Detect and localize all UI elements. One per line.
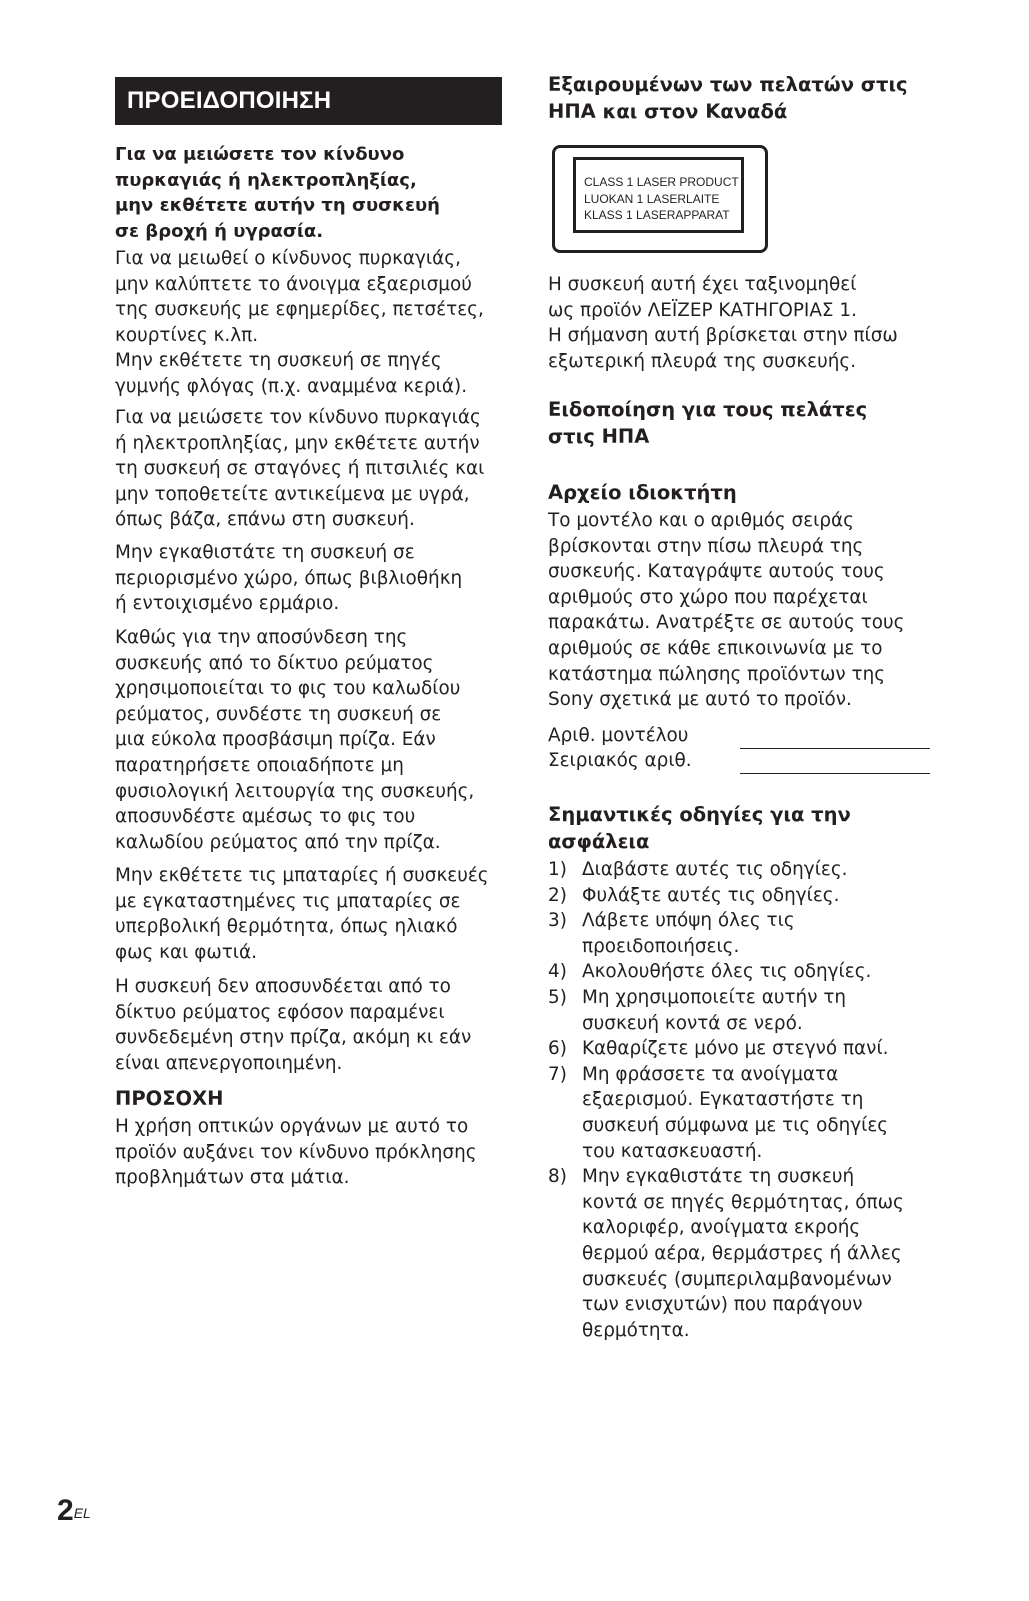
warning-paragraph-mains-plug: Καθώς για την αποσύνδεση της συσκευής από το δίκτυο ρεύματος χρησιμοποιείται το φις του καλωδίου ρεύματος, συνδέστε τη συσκευή σε μια εύκολα προσβάσιμη πρίζα. Εάν παρατηρήσετε οποιαδήποτε μη φυσιολογική λειτουργία της συσκευής, αποσυνδέστε αμέσως το φις του καλωδίου ρεύματος από την πρίζα. <box>115 627 475 853</box>
list-item <box>548 883 948 909</box>
model-number-row <box>548 723 948 749</box>
laser-product-label-text: CLASS 1 LASER PRODUCT LUOKAN 1 LASERLAITE KLASS 1 LASERAPPARAT <box>573 157 744 233</box>
list-item <box>548 857 948 883</box>
warning-paragraph-ventilation: Για να μειωθεί ο κίνδυνος πυρκαγιάς, μην καλύπτετε το άνοιγμα εξαερισμού της συσκευής με εφημερίδες, πετσέτες, κουρτίνες κ.λπ. Μην εκθέτετε τη συσκευή σε πηγές γυμνής φλόγας (π.χ. αναμμένα κεριά). <box>115 248 484 397</box>
list-item-number: 6) <box>548 1038 567 1060</box>
warning-lead: Για να μειώσετε τον κίνδυνο πυρκαγιάς ή ηλεκτροπληξίας, μην εκθέτετε αυτήν τη συσκευή σε βροχή ή υγρασία. <box>115 144 440 242</box>
list-item-number: 4) <box>548 961 567 983</box>
list-item-text: Διαβάστε αυτές τις οδηγίες. <box>582 859 848 880</box>
warning-paragraph-installation: Μην εγκαθιστάτε τη συσκευή σε περιορισμένο χώρο, όπως βιβλιοθήκη ή εντοιχισμένο ερμάριο. <box>115 542 463 615</box>
list-item <box>548 985 948 1036</box>
list-item <box>548 1164 948 1343</box>
warning-paragraph-batteries: Μην εκθέτετε τις μπαταρίες ή συσκευές με εγκαταστημένες τις μπαταρίες σε υπερβολική θερμότητα, όπως ηλιακό φως και φωτιά. <box>115 865 489 963</box>
serial-number-row <box>548 748 948 774</box>
warning-paragraph-liquids: Για να μειώσετε τον κίνδυνο πυρκαγιάς ή ηλεκτροπληξίας, μην εκθέτετε αυτήν τη συσκευή σε σταγόνες ή πιτσιλιές και μην τοποθετείτε αντικείμενα με υγρά, όπως βάζα, επάνω στη συσκευή. <box>115 407 485 531</box>
page-number <box>57 1494 91 1528</box>
list-item-text: Μη χρησιμοποιείτε αυτήν τη συσκευή κοντά σε νερό. <box>582 986 847 1034</box>
list-item-text: Φυλάξτε αυτές τις οδηγίες. <box>582 884 840 906</box>
page-number-value: 2 <box>57 1494 74 1527</box>
list-item <box>548 1062 948 1164</box>
serial-number-label: Σειριακός αριθ. <box>548 750 692 771</box>
heading-safety-instructions: Σημαντικές οδηγίες για την ασφάλεια <box>548 803 851 853</box>
laser-product-label <box>552 145 768 253</box>
list-item-number: 3) <box>548 910 567 932</box>
heading-owner-record: Αρχείο ιδιοκτήτη <box>548 481 737 504</box>
list-item-text: Καθαρίζετε μόνο με στεγνό πανί. <box>582 1038 889 1060</box>
model-number-label: Αριθ. μοντέλου <box>548 725 689 746</box>
list-item-number: 1) <box>548 859 567 880</box>
list-item-text: Λάβετε υπόψη όλες τις προειδοποιήσεις. <box>582 910 795 957</box>
list-item-number: 2) <box>548 884 567 906</box>
warning-paragraph-disconnect: Η συσκευή δεν αποσυνδέεται από το δίκτυο ρεύματος εφόσον παραμένει συνδεδεμένη στην πρίζα, ακόμη κι εάν είναι απενεργοποιημένη. <box>115 976 472 1074</box>
warning-banner: ΠΡΟΕΙΔΟΠΟΙΗΣΗ <box>115 77 502 125</box>
heading-except-usa-canada: Εξαιρουμένων των πελατών στις ΗΠΑ και στον Καναδά <box>548 73 908 123</box>
list-item-number: 8) <box>548 1166 567 1188</box>
list-item-text: Μην εγκαθιστάτε τη συσκευή κοντά σε πηγές θερμότητας, όπως καλοριφέρ, ανοίγματα εκροής θερμού αέρα, θερμάστρες ή άλλες συσκευές (συμπεριλαμβανομένων των ενισχυτών) που παράγουν θερμότητα. <box>582 1166 904 1341</box>
caution-heading: ΠΡΟΣΟΧΗ <box>115 1087 224 1110</box>
list-item-number: 7) <box>548 1063 567 1085</box>
page-language-suffix: EL <box>73 1505 91 1521</box>
list-item <box>548 959 948 985</box>
list-item-text: Ακολουθήστε όλες τις οδηγίες. <box>582 961 872 983</box>
heading-usa-notice: Ειδοποίηση για τους πελάτες στις ΗΠΑ <box>548 398 868 448</box>
safety-instructions-list <box>548 857 948 1343</box>
list-item <box>548 1036 948 1062</box>
laser-classification-text: Η συσκευή αυτή έχει ταξινομηθεί ως προϊόν ΛΕΪΖΕΡ ΚΑΤΗΓΟΡΙΑΣ 1. Η σήμανση αυτή βρίσκεται στην πίσω εξωτερική πλευρά της συσκευής. <box>548 274 898 372</box>
caution-text: Η χρήση οπτικών οργάνων με αυτό το προϊόν αυξάνει τον κίνδυνο πρόκλησης προβλημάτων στα μάτια. <box>115 1116 477 1189</box>
list-item-number: 5) <box>548 986 567 1008</box>
list-item-text: Μη φράσσετε τα ανοίγματα εξαερισμού. Εγκαταστήστε τη συσκευή σύμφωνα με τις οδηγίες του κατασκευαστή. <box>582 1063 889 1162</box>
list-item <box>548 908 948 959</box>
owner-record-text: Το μοντέλο και ο αριθμός σειράς βρίσκονται στην πίσω πλευρά της συσκευής. Καταγράψτε αυτούς τους αριθμούς στο χώρο που παρέχεται παρακάτω. Ανατρέξτε σε αυτούς τους αριθμούς σε κάθε επικοινωνία με το κατάστημα πώλησης προϊόντων της Sony σχετικά με αυτό το προϊόν. <box>548 510 905 711</box>
serial-number-line <box>740 773 930 774</box>
